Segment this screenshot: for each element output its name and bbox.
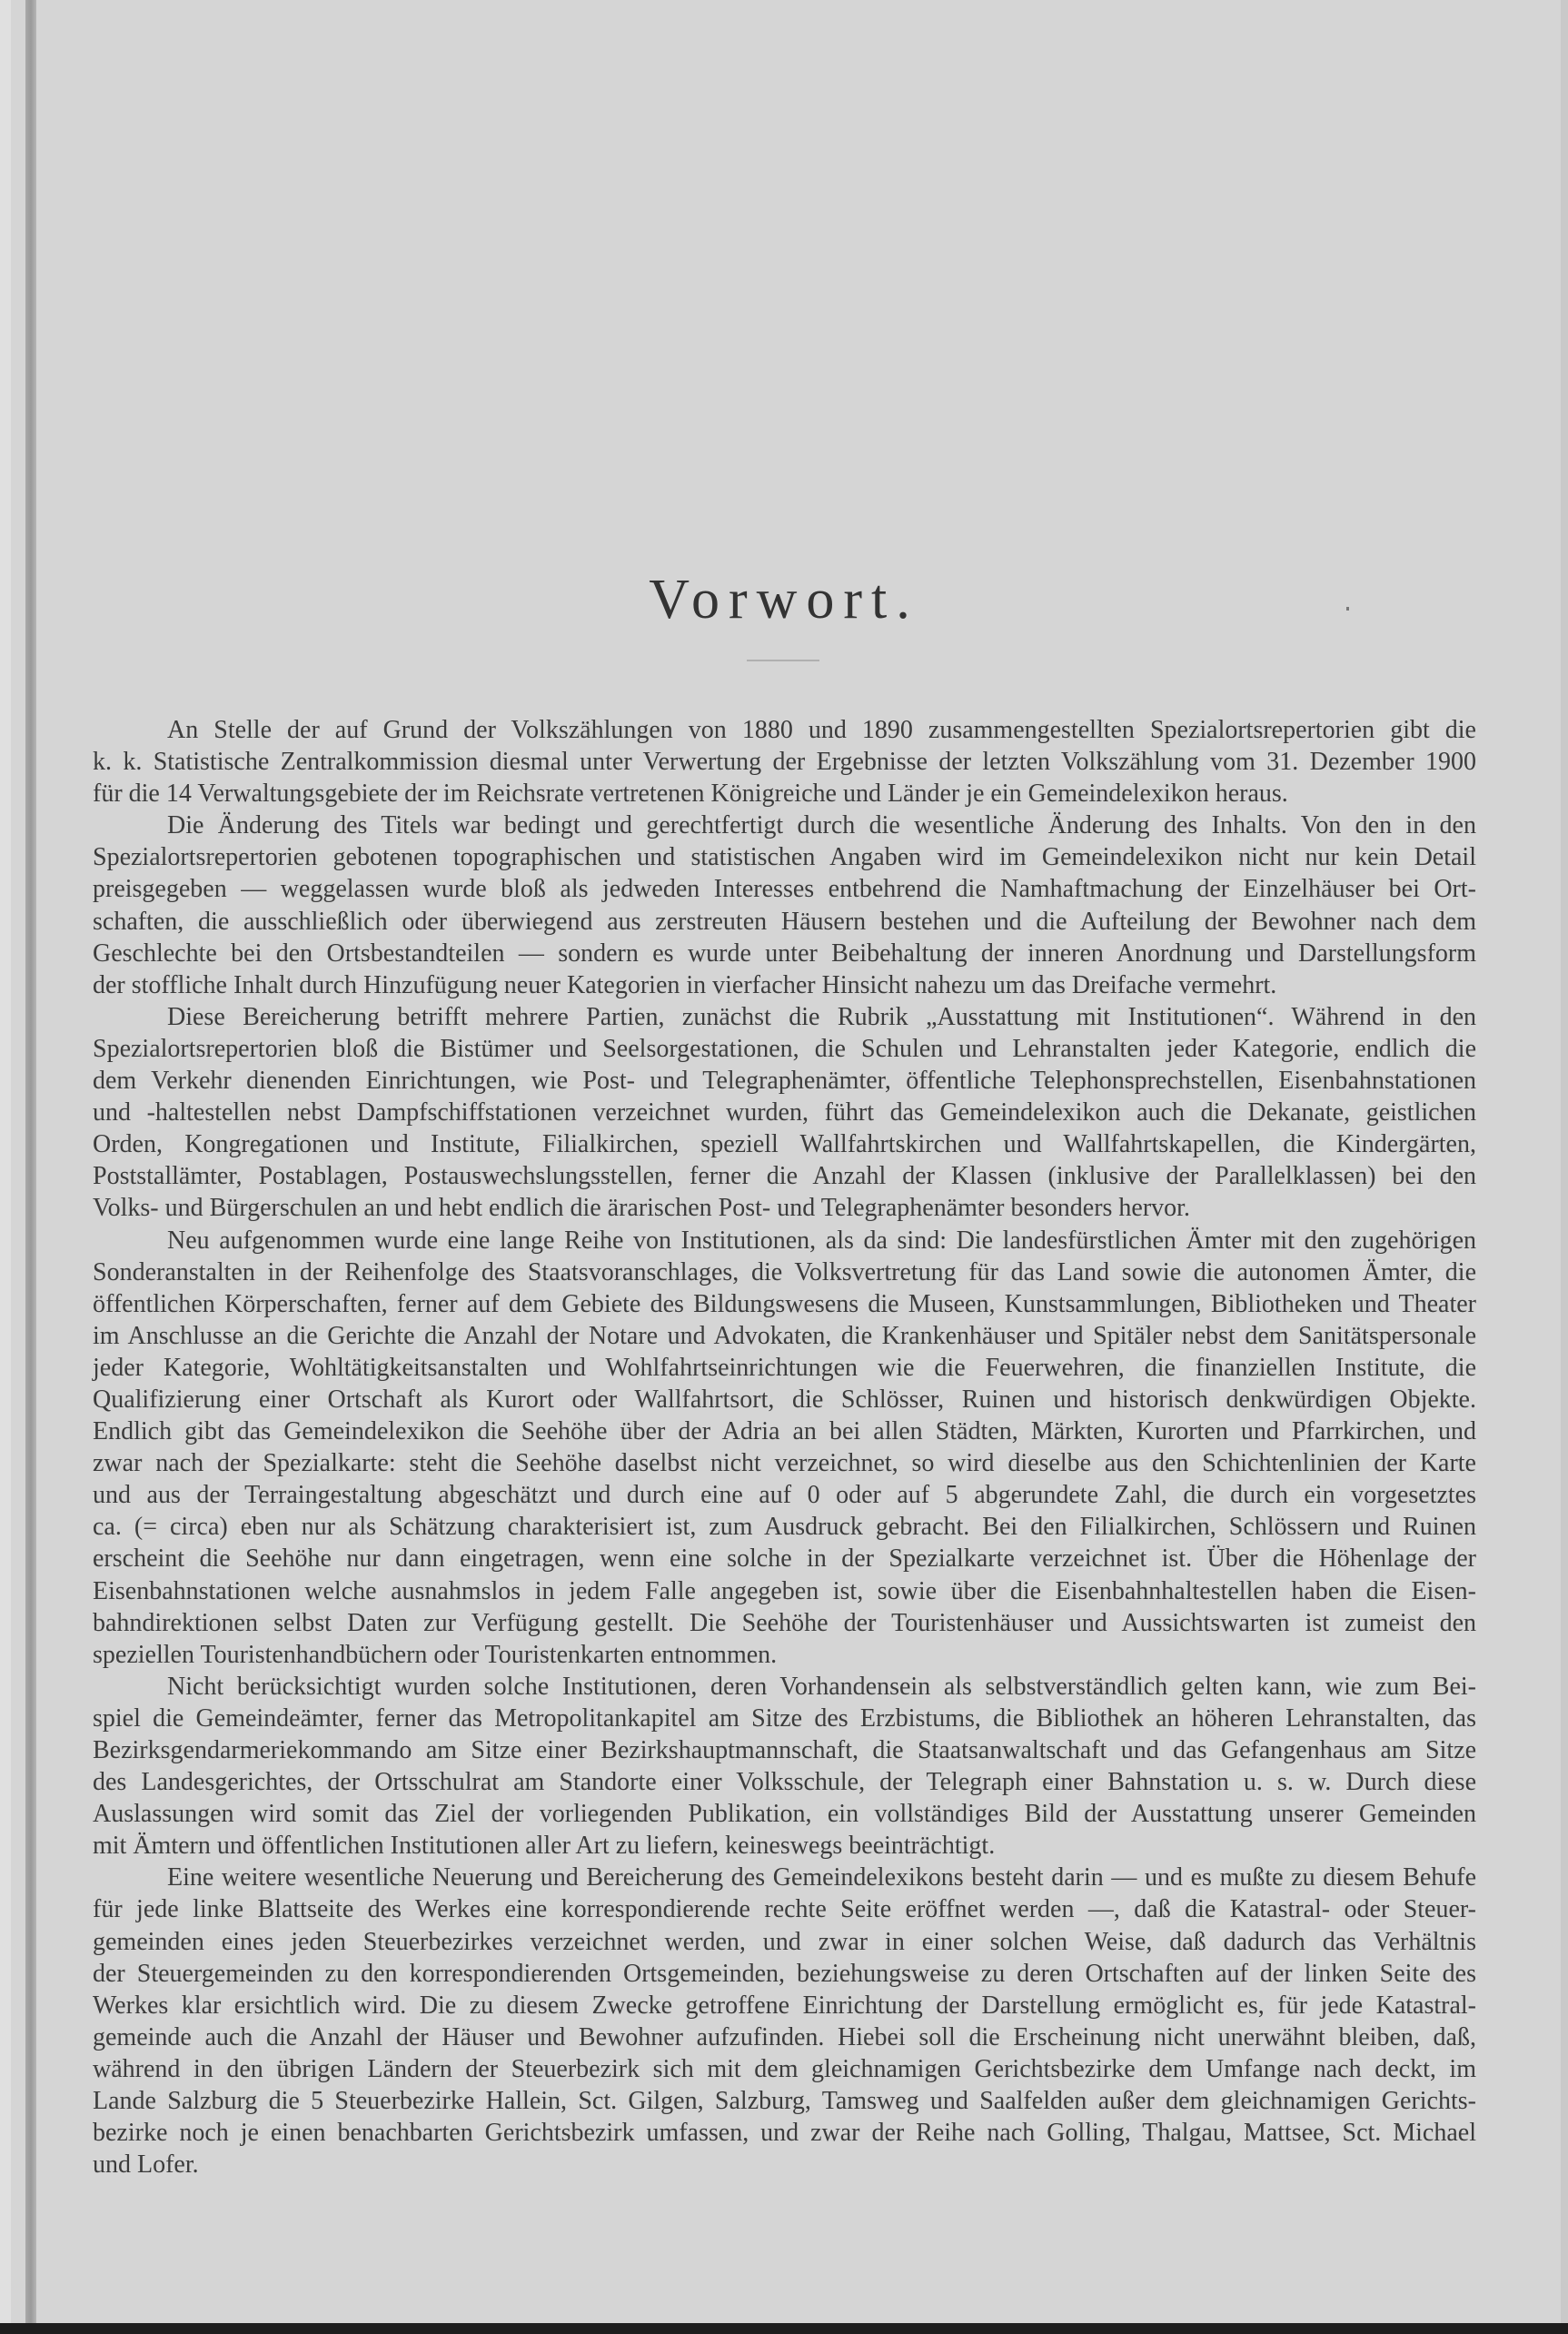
text-line-content: Lande Salzburg die 5 Steuerbezirke Hallein, Sct. Gilgen, Salzburg, Tamsweg und Saalfelden außer dem gleichnamigen Gerichts- (93, 2087, 1476, 2116)
text-line (93, 1192, 1476, 1224)
text-line (93, 1639, 1476, 1671)
text-line (93, 1734, 1476, 1766)
text-line (93, 1607, 1476, 1639)
text-line (93, 1001, 1476, 1033)
text-line-content: Auslassungen wird somit das Ziel der vorliegenden Publikation, ein vollständiges Bild der Ausstattung unserer Gemeinden (93, 1800, 1476, 1829)
text-line (93, 1256, 1476, 1288)
text-line (93, 1097, 1476, 1128)
text-line-content: Orden, Kongregationen und Institute, Filialkirchen, speziell Wallfahrtskirchen und Wallfahrtskapellen, die Kindergärten, (93, 1130, 1476, 1159)
text-line (93, 1671, 1476, 1703)
text-line (93, 1926, 1476, 1958)
text-line-content: k. k. Statistische Zentralkommission diesmal unter Verwertung der Ergebnisse der letzten Volkszählung vom 31. Dezember 1900 (93, 748, 1476, 777)
text-line-content: Qualifizierung einer Ortschaft als Kurort oder Wallfahrtsort, die Schlösser, Ruinen und historisch denkwürdigen Objekte. (93, 1385, 1476, 1414)
text-line (93, 1575, 1476, 1607)
text-line-content: während in den übrigen Ländern der Steuerbezirk sich mit dem gleichnamigen Gerichtsbezirke dem Umfange nach deckt, im (93, 2054, 1476, 2083)
text-line-content: und -haltestellen nebst Dampfschiffstationen verzeichnet wurden, führt das Gemeindelexikon auch die Dekanate, geistlichen (93, 1098, 1476, 1127)
text-line (93, 1766, 1476, 1798)
text-line (93, 1543, 1476, 1574)
paragraph (93, 714, 1476, 809)
text-line (93, 1160, 1476, 1192)
text-line-content: des Landesgerichtes, der Ortsschulrat am Standorte einer Volksschule, der Telegraph einer Bahnstation u. s. w. Durch diese (93, 1768, 1476, 1797)
text-line (93, 1225, 1476, 1256)
text-line (93, 1958, 1476, 1990)
text-line-content: zwar nach der Spezialkarte: steht die Seehöhe daselbst nicht verzeichnet, so wird dieselbe aus den Schichtenlinien der Karte (93, 1449, 1476, 1478)
text-line (93, 1479, 1476, 1511)
paragraph (93, 1001, 1476, 1225)
text-line (93, 969, 1476, 1001)
text-line-content: für die 14 Verwaltungsgebiete der im Reichsrate vertretenen Königreiche und Länder je ein Gemeindelexikon heraus. (93, 780, 1288, 809)
text-line-content: Diese Bereicherung betrifft mehrere Partien, zunächst die Rubrik „Ausstattung mit Institutionen“. Während in den (167, 1002, 1476, 1031)
scan-edge-bottom (0, 2323, 1568, 2334)
text-line (93, 1065, 1476, 1097)
text-line (93, 1352, 1476, 1384)
text-line-content: Sonderanstalten in der Reihenfolge des Staatsvoranschlages, die Volksvertretung für das Land sowie die autonomen Ämter, die (93, 1257, 1476, 1286)
title-divider (747, 660, 819, 661)
text-line-content: Spezialortsrepertorien bloß die Bistümer und Seelsorgestationen, die Schulen und Lehranstalten jeder Kategorie, endlich die (93, 1034, 1476, 1063)
text-line-content: der Steuergemeinden zu den korrespondierenden Ortsgemeinden, beziehungsweise zu deren Ortschaften auf der linken Seite des (93, 1959, 1476, 1988)
text-line-content: erscheint die Seehöhe nur dann eingetragen, wenn eine solche in der Spezialkarte verzeichnet ist. Über die Höhenlage der (93, 1544, 1476, 1574)
scan-edge-right (1561, 0, 1568, 2334)
text-line-content: Volks- und Bürgerschulen an und hebt endlich die ärarischen Post- und Telegraphenämter besonders hervor. (93, 1194, 1190, 1223)
text-line (93, 873, 1476, 905)
text-line-content: Neu aufgenommen wurde eine lange Reihe von Institutionen, als da sind: Die landesfürstlichen Ämter mit den zugehörigen (167, 1226, 1476, 1255)
text-line (93, 841, 1476, 873)
text-line-content: öffentlichen Körperschaften, ferner auf dem Gebiete des Bildungswesens die Museen, Kunstsammlungen, Bibliotheken und Theater (93, 1289, 1476, 1318)
text-line-content: gemeinde auch die Anzahl der Häuser und Bewohner aufzufinden. Hiebei soll die Erscheinung nicht unerwähnt bleiben, daß, (93, 2022, 1476, 2051)
paragraph (93, 1671, 1476, 1862)
text-line (93, 1990, 1476, 2021)
text-line-content: Geschlechte bei den Ortsbestandteilen — sondern es wurde unter Beibehaltung der inneren Anordnung und Darstellungsform (93, 939, 1476, 968)
text-line-content: Nicht berücksichtigt wurden solche Institutionen, deren Vorhandensein als selbstverständlich gelten kann, wie zum Bei- (167, 1672, 1476, 1701)
text-line-content: Werkes klar ersichtlich wird. Die zu diesem Zwecke getroffene Einrichtung der Darstellung ermöglicht es, für jede Katastral- (93, 1991, 1476, 2020)
text-line-content: Die Änderung des Titels war bedingt und gerechtfertigt durch die wesentliche Änderung des Inhalts. Von den in den (167, 811, 1476, 840)
text-line-content: spiel die Gemeindeämter, ferner das Metropolitankapitel am Sitze des Erzbistums, die Bibliothek an höheren Lehranstalten, das (93, 1703, 1476, 1733)
page-title: Vorwort. (649, 569, 919, 631)
text-line-content: Eisenbahnstationen welche ausnahmslos in jedem Falle angegeben ist, sowie über die Eisenbahnhaltestellen haben die Eisen- (93, 1576, 1476, 1605)
text-line-content: bahndirektionen selbst Daten zur Verfügung gestellt. Die Seehöhe der Touristenhäuser und Aussichtswarten ist zumeist den (93, 1608, 1476, 1637)
text-line-content: und aus der Terraingestaltung abgeschätzt und durch eine auf 0 oder auf 5 abgerundete Zahl, die durch ein vorgesetztes (93, 1481, 1476, 1510)
text-line (93, 714, 1476, 746)
scan-edge-left (0, 0, 11, 2334)
paragraph (93, 1862, 1476, 2180)
paragraph (93, 1225, 1476, 1671)
text-line-content: ca. (= circa) eben nur als Schätzung charakterisiert ist, zum Ausdruck gebracht. Bei den Filialkirchen, Schlössern und Ruinen (93, 1513, 1476, 1542)
text-line (93, 778, 1476, 809)
text-line-content: speziellen Touristenhandbüchern oder Touristenkarten entnommen. (93, 1640, 778, 1669)
text-line (93, 938, 1476, 969)
text-line (93, 2085, 1476, 2117)
text-line (93, 1320, 1476, 1352)
text-line (93, 809, 1476, 841)
text-line (93, 1830, 1476, 1862)
text-line (93, 2149, 1476, 2180)
text-line (93, 1415, 1476, 1447)
text-line-content: gemeinden eines jeden Steuerbezirkes verzeichnet werden, und zwar in einer solchen Weise, daß dadurch das Verhältnis (93, 1927, 1476, 1956)
text-line-content: Spezialortsrepertorien gebotenen topographischen und statistischen Angaben wird im Gemeindelexikon nicht nur kein Detail (93, 843, 1476, 872)
text-line (93, 1128, 1476, 1160)
text-line (93, 906, 1476, 938)
text-line-content: Endlich gibt das Gemeindelexikon die Seehöhe über der Adria an bei allen Städten, Märkten, Kurorten und Pfarrkirchen, und (93, 1417, 1476, 1446)
text-line-content: mit Ämtern und öffentlichen Institutionen aller Art zu liefern, keineswegs beeinträchtigt. (93, 1832, 996, 1861)
text-line-content: Bezirksgendarmeriekommando am Sitze einer Bezirkshauptmannschaft, die Staatsanwaltschaft und das Gefangenhaus am Sitze (93, 1736, 1476, 1764)
text-line-content: jeder Kategorie, Wohltätigkeitsanstalten und Wohlfahrtseinrichtungen wie die Feuerwehren, die finanziellen Institute, die (93, 1353, 1476, 1382)
text-line (93, 1798, 1476, 1830)
text-line (93, 1288, 1476, 1320)
text-line-content: der stoffliche Inhalt durch Hinzufügung neuer Kategorien in vierfacher Hinsicht nahezu um das Dreifache vermehrt. (93, 970, 1277, 999)
text-line (93, 2117, 1476, 2149)
preface-body (93, 714, 1476, 2180)
paragraph (93, 809, 1476, 1001)
text-line-content: Eine weitere wesentliche Neuerung und Bereicherung des Gemeindelexikons besteht darin — und es mußte zu diesem Behufe (167, 1863, 1476, 1892)
text-line (93, 1893, 1476, 1925)
text-line-content: An Stelle der auf Grund der Volkszählungen von 1880 und 1890 zusammengestellten Spezialortsrepertorien gibt die (167, 716, 1476, 744)
text-line (93, 746, 1476, 778)
text-line (93, 1862, 1476, 1893)
text-line-content: und Lofer. (93, 2150, 199, 2180)
text-line (93, 1033, 1476, 1065)
text-line-content: im Anschlusse an die Gerichte die Anzahl der Notare und Advokaten, die Krankenhäuser und Spitäler nebst dem Sanitätspersonale (93, 1321, 1476, 1350)
text-line (93, 1447, 1476, 1479)
text-line-content: bezirke noch je einen benachbarten Gerichtsbezirk umfassen, und zwar der Reihe nach Golling, Thalgau, Mattsee, Sct. Michael (93, 2119, 1476, 2148)
text-line (93, 1511, 1476, 1543)
text-line (93, 2053, 1476, 2085)
text-line (93, 1384, 1476, 1415)
text-line-content: preisgegeben — weggelassen wurde bloß als jedweden Interesses entbehrend die Namhaftmachung der Einzelhäuser bei Ort- (93, 875, 1476, 904)
text-line-content: Poststallämter, Postablagen, Postauswechslungsstellen, ferner die Anzahl der Klassen (inklusive der Parallelklassen) bei den (93, 1162, 1476, 1191)
text-line (93, 2021, 1476, 2053)
text-line-content: schaften, die ausschließlich oder überwiegend aus zerstreuten Häusern bestehen und die Aufteilung der Bewohner nach dem (93, 907, 1476, 936)
scan-binding-shadow (25, 0, 36, 2323)
text-line (93, 1703, 1476, 1734)
text-line-content: dem Verkehr dienenden Einrichtungen, wie Post- und Telegraphenämter, öffentliche Telephonsprechstellen, Eisenbahnstationen (93, 1067, 1476, 1096)
text-line-content: für jede linke Blattseite des Werkes eine korrespondierende rechte Seite eröffnet werden —, daß die Katastral- oder Steuer- (93, 1895, 1476, 1924)
